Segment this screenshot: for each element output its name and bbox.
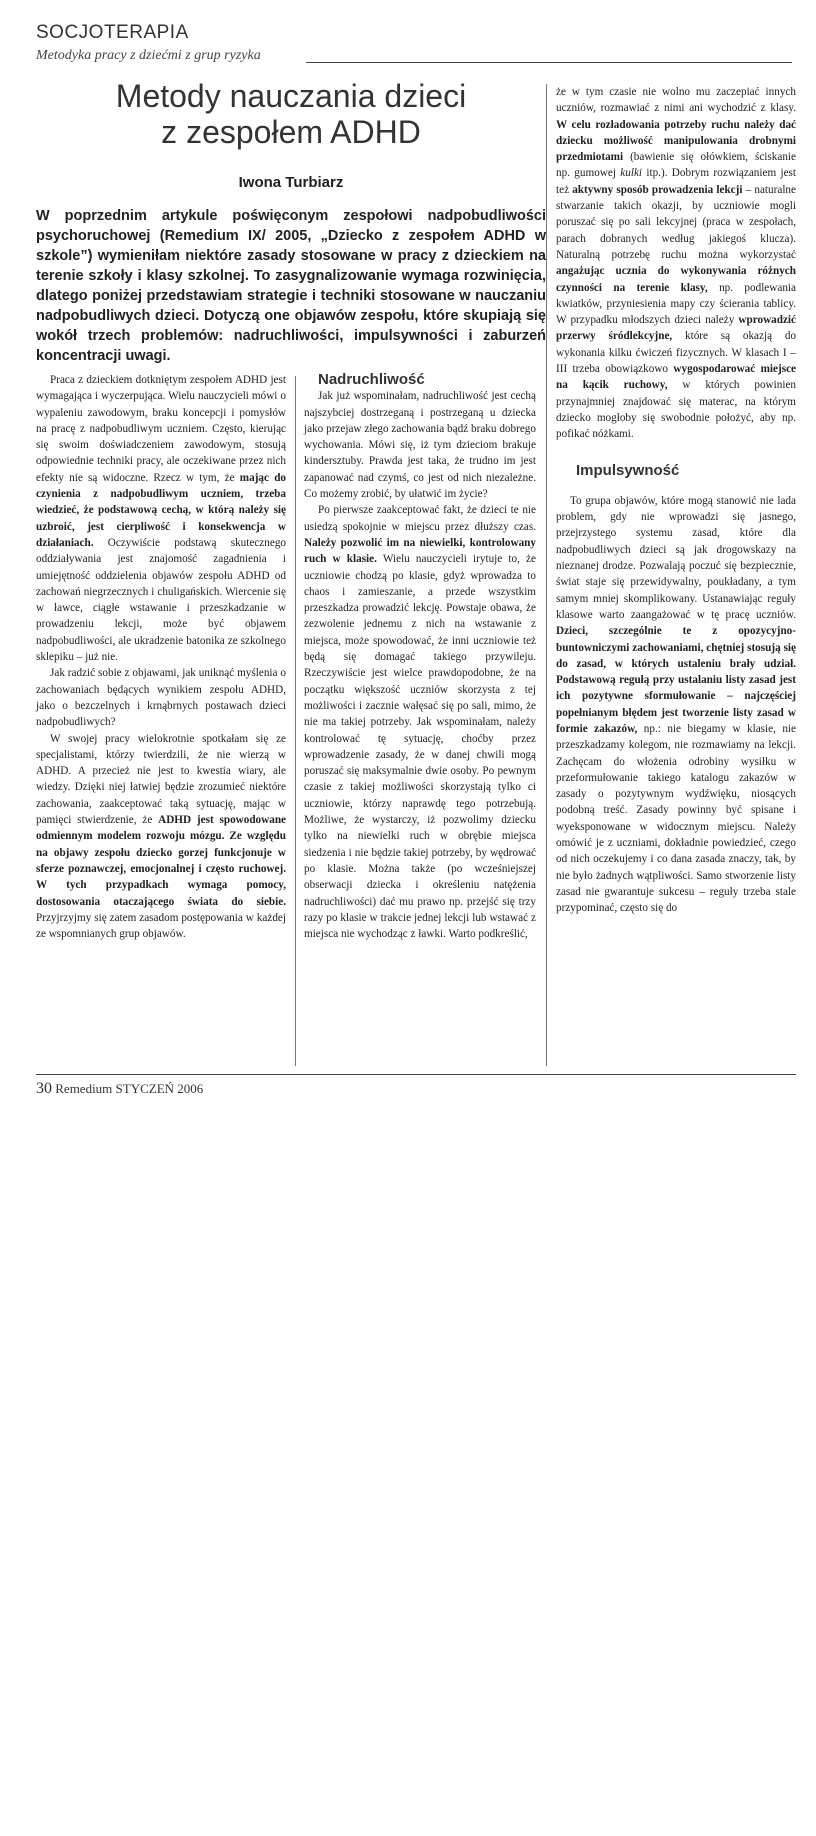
column-divider-2: [546, 84, 547, 1066]
article-title: [36, 78, 546, 150]
paragraph: Jak radzić sobie z objawami, jak uniknąć myślenia o zachowaniach będących wynikiem zespołu ADHD, jako o bezczelnych i krnąbrnych postawach dzieci nadpobudliwych?: [36, 667, 286, 729]
section-heading-nadruchliwosc: Nadruchliwość: [318, 371, 425, 388]
title-line-2: z zespołem ADHD: [161, 114, 421, 150]
emphasis: Dzieci, szczególnie te z opozycyjno-buntowniczymi zachowaniami, chętniej stosują się do zasad, w których ustaleniu brały udział. Podstawową regułą przy ustalaniu listy zasad jest ich pozytywne sformułowanie – najczęściej popełnianym błędem jest tworzenie listy zasad w formie zakazów,: [556, 625, 796, 735]
emphasis: W celu rozładowania potrzeby ruchu należy dać dziecku możliwość manipulowania drobnymi przedmiotami: [556, 118, 796, 164]
emphasis: wygospodarować miejsce na kącik ruchowy,: [556, 363, 797, 392]
paragraph: W swojej pracy wielokrotnie spotkałam się ze specjalistami, którzy twierdzili, że nie wierzą w ADHD. A przecież nie jest to kwestia wiary, ale wiedzy. Dzięki niej łatwiej będzie zrozumieć niektóre zachowania, zaakceptować taką sytuację, mając w pamięci stwierdzenie, że ADHD jest spowodowane odmiennym modelem rozwoju mózgu. Ze względu na objawy zespołu dziecko gorzej funkcjonuje w sferze poznawczej, emocjonalnej i często ruchowej. W tych przypadkach wymaga pomocy, dostosowania otaczającego świata do siebie. Przyjrzyjmy się zatem zasadom postępowania w każdej ze wspomnianych grup objawów.: [36, 732, 287, 941]
article-author: Iwona Turbiarz: [238, 174, 344, 191]
emphasis: ADHD jest spowodowane odmiennym modelem rozwoju mózgu. Ze względu na objawy zespołu dziecko gorzej funkcjonuje w sferze poznawczej, emocjonalnej i często ruchowej. W tych przypadkach wymaga pomocy, dostosowania otaczającego świata do siebie.: [36, 814, 287, 908]
column-1: [36, 372, 286, 942]
emphasis: angażując ucznia do wykonywania różnych czynności na terenie klasy,: [556, 265, 796, 294]
emphasis: aktywny sposób prowadzenia lekcji: [572, 183, 743, 196]
page-number: 30: [36, 1080, 52, 1097]
paragraph: że w tym czasie nie wolno mu zaczepiać innych uczniów, rozmawiać z nimi ani wychodzić z klasy. W celu rozładowania potrzeby ruchu należy dać dziecku możliwość manipulowania drobnymi przedmiotami (bawienie się ołówkiem, ściskanie np. gumowej kulki itp.). Dobrym rozwiązaniem jest też aktywny sposób prowadzenia lekcji – naturalne stwarzanie takich okazji, by uczniowie mogli poruszać się po sali lekcyjnej (praca w zespołach, parach dobranych według jakiegoś klucza). Naturalną potrzebę ruchu można wykorzystać angażując ucznia do wykonywania różnych czynności na terenie klasy, np. podlewania kwiatków, przyniesienia mapy czy ścierania tablicy. W przypadku młodszych dzieci należy wprowadzić przerwy śródlekcyjne, które są okazją do wykonania kilku ćwiczeń fizycznych. W klasach I – III trzeba obowiązkowo wygospodarować miejsce na kącik ruchowy, w których powinien przynajmniej znajdować się materac, na którym dziecko mogłoby się swobodnie położyć, aby np. pofikać nóżkami.: [556, 86, 797, 441]
section-rubric: SOCJOTERAPIA: [36, 22, 189, 43]
article-lead: W poprzednim artykule poświęconym zespołowi nadpobudliwości psychoruchowej (Remedium IX/ 2005, „Dziecko z zespołem ADHD w szkole”) wymieniłam niektóre zasady stosowane w pracy z dzieckiem na terenie szkoły i klasy szkolnej. To zasygnalizowanie wymaga rozwinięcia, dlatego poniżej przedstawiam strategie i techniki stosowane w nauczaniu nadpobudliwych dzieci. Dotyczą one objawów zespołu, które skupiają się wokół trzech problemów: nadruchliwości, impulsywności i zaburzeń koncentracji uwagi.: [36, 208, 546, 364]
issue-label: Remedium STYCZEŃ 2006: [55, 1081, 204, 1096]
column-2: [304, 372, 536, 942]
emphasis: Należy pozwolić im na niewielki, kontrolowany ruch w klasie.: [304, 536, 536, 566]
title-line-1: Metody nauczania dzieci: [115, 78, 467, 114]
paragraph: To grupa objawów, które mogą stanowić nie lada problem, gdy nie wprowadzi się jasnego, przejrzystego systemu zasad, które dla nadpobudliwych dzieci są jak drogowskazy na nieznanej drodze. Pozwalają poczuć się bezpiecznie, świat staje się przewidywalny, poukładany, a tym samym mniej skomplikowany. Ustanawiając reguły klasowe warto zaangażować w tę pracę uczniów. Dzieci, szczególnie te z opozycyjno-buntowniczymi zachowaniami, chętniej stosują się do zasad, w których ustaleniu brały udział. Podstawową regułą przy ustalaniu listy zasad jest ich pozytywne sformułowanie – najczęściej popełnianym błędem jest tworzenie listy zasad w formie zakazów, np.: nie biegamy w klasie, nie przeszkadzamy kolegom, nie rozmawiamy na lekcji. Zachęcam do włożenia odrobiny wysiłku w przeformułowanie takiego katalogu zakazów w zasady o pozytywnym wydźwięku, niosących podobną treść. Zasady powinny być spisane i wyeksponowane w widocznym miejscu. Należy omówić je z uczniami, dokładnie powiedzieć, czego od nich oczekujemy i co dana zasada znaczy, tak, by nie było żadnych wątpliwości. Samo stworzenie listy zasad nie gwarantuje sukcesu – reguły trzeba stale przypominać, często się do: [556, 494, 797, 915]
paragraph: Po pierwsze zaakceptować fakt, że dzieci te nie usiedzą spokojnie w miejscu przez dłuższy czas. Należy pozwolić im na niewielki, kontrolowany ruch w klasie. Wielu nauczycieli irytuje to, że uczniowie chodzą po klasie, gdyż wprowadza to chaos i zamieszanie, a przede wszystkim przeszkadza prowadzić lekcję. Powstaje obawa, że zezwolenie jednemu z nich na wstawanie z miejsca, może spowodować, że inni uczniowie też będą się domagać takiego przywileju. Rzeczywiście jest wielce prawdopodobne, że na początku większość uczniów skorzysta z tej możliwości i zacznie wałęsać się po sali, mimo, że nie ma takiej potrzeby. Jak wspominałam, należy kontrolować tę sytuację, choćby przez wprowadzenie zasady, że w danej chwili mogą poruszać się maksymalnie dwie osoby. Po pewnym czasie z takiej możliwości skorzystają tylko ci uczniowie, którzy naprawdę tego potrzebują. Możliwe, że wystarczy, iż pozwolimy dziecku tylko na niewielki ruch w obrębie miejsca siedzenia i nie będzie takiej potrzeby, by wędrować po klasie. Można także (po wcześniejszej obserwacji dziecka i określeniu natężenia nadruchliwości) dać mu prawo np. przejść się trzy razy po klasie w trakcie jednej lekcji lub wstawać z miejsca nie wychodząc z ławki. Warto podkreślić,: [304, 504, 536, 941]
header-divider: [306, 62, 792, 63]
section-subtitle: Metodyka pracy z dziećmi z grup ryzyka: [36, 48, 261, 63]
paragraph: Praca z dzieckiem dotkniętym zespołem ADHD jest wymagająca i wyczerpująca. Wielu nauczycieli mówi o wypaleniu zawodowym, braku koncepcji i pomysłów na pracę z nadpobudliwym uczniem. Często, kierując się swoim doświadczeniem zawodowym, stosują odpowiednie techniki pracy, ale oczekiwane przez nich efekty nie są widoczne. Rzecz w tym, że mając do czynienia z nadpobudliwym uczniem, trzeba wiedzieć, że podstawową cechą, w którą należy się uzbroić, jest cierpliwość i konsekwencja w działaniach. Oczywiście podstawą skutecznego oddziaływania jest znajomość zagadnienia i umiejętność oddzielenia objawów zespołu ADHD od zachowań niegrzecznych i chuligańskich. Wiercenie się w ławce, ciągłe wstawanie i przeszkadzanie w prowadzeniu lekcji, może być objawem nadpobudliwości, ale ukradzenie batonika ze szkolnego sklepiku – już nie.: [36, 374, 287, 664]
section-heading-impulsywnosc: Impulsywność: [576, 461, 680, 479]
column-divider-1: [295, 376, 296, 1066]
page-footer: [36, 1080, 203, 1098]
paragraph: Jak już wspominałam, nadruchliwość jest cechą najszybciej dostrzeganą i postrzeganą u dziecka jako przejaw złego zachowania bądź braku dobrego wychowania. Mówi się, iż tym dzieciom brakuje kindersztuby. Prawda jest taka, że trudno im jest zapanować nad czymś, co jest od nich niezależne. Co możemy zrobić, by ułatwić im życie?: [304, 390, 536, 501]
emphasis: wprowadzić przerwy śródlekcyjne,: [556, 314, 796, 343]
footer-divider: [36, 1074, 796, 1075]
column-3: [556, 84, 796, 917]
emphasis: mając do czynienia z nadpobudliwym uczniem, trzeba wiedzieć, że podstawową cechą, w którą należy się uzbroić, jest cierpliwość i konsekwencja w działaniach.: [36, 471, 287, 549]
